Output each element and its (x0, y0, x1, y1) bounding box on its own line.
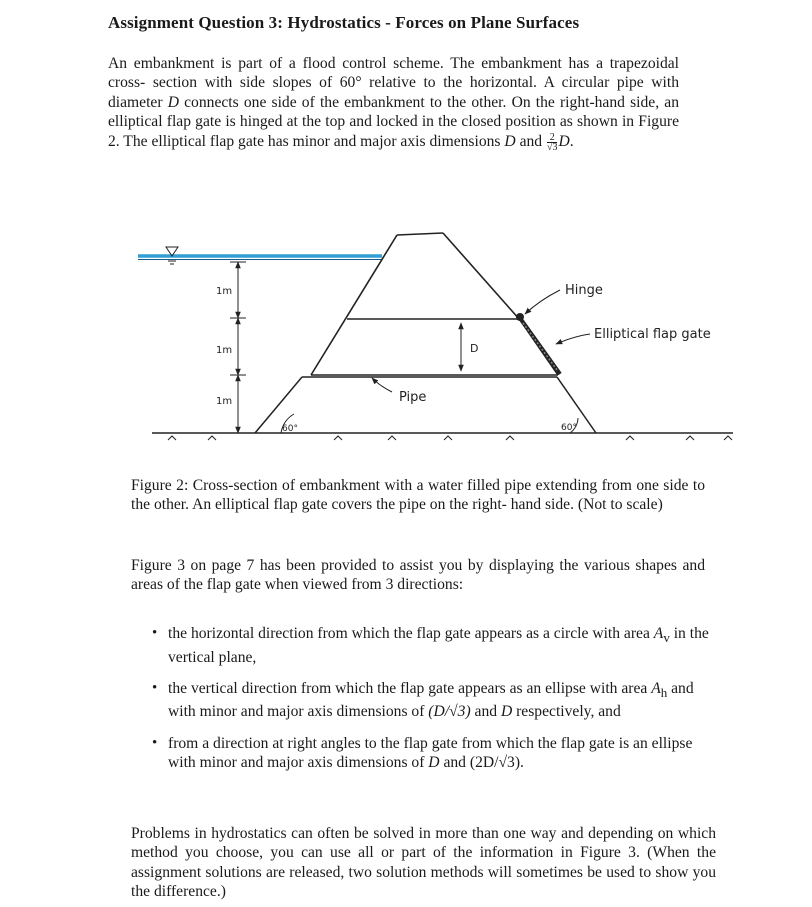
dim-1m-mid: 1m (216, 345, 233, 356)
list-item (150, 734, 710, 773)
expr-2d-root3: (2D/√3) (469, 754, 521, 772)
bullet-text: and (439, 754, 470, 772)
symbol-d: D (500, 703, 513, 721)
intro-d2: D (504, 132, 516, 150)
elliptical-flap-gate (520, 318, 560, 374)
bullet-dot: • (152, 679, 158, 696)
bullet-text: from a direction at right angles to the flap gate from which the flap gate is an ellipse with minor and major axis dimensions of (168, 734, 693, 772)
bullet-text: respectively, and (512, 703, 621, 721)
diameter-label: D (470, 342, 479, 355)
intro-part1: An embankment is part of a flood control scheme. The embankment has a trapezoidal cross- section with side slopes of 60° relative to the horizontal. A circular pipe with diameter (108, 55, 679, 111)
view-directions-list (150, 624, 710, 785)
vertical-dimension (230, 262, 246, 433)
symbol-d: D (428, 754, 440, 772)
hinge-point (516, 313, 524, 321)
hinge-label: Hinge (565, 283, 603, 298)
bullet-text: . (520, 754, 524, 772)
list-item (150, 679, 710, 722)
gate-pointer (556, 334, 590, 344)
symbol-ah-sub: h (660, 685, 668, 701)
intro-d1: D (167, 93, 179, 111)
pipe-outline (311, 319, 558, 375)
symbol-av-sub: v (663, 630, 670, 646)
bullet-dot: • (152, 625, 158, 641)
dim-1m-bot: 1m (216, 396, 233, 407)
embankment-base (255, 377, 596, 433)
bullet-text: the horizontal direction from which the flap gate appears as a circle with area (168, 625, 654, 642)
pipe-label: Pipe (399, 390, 427, 405)
expr-d-root3: (D/√3) (428, 703, 471, 721)
question-heading: Assignment Question 3: Hydrostatics - Forces on Plane Surfaces (108, 13, 580, 32)
intro-d3: D (558, 132, 570, 150)
intro-part2: connects one side of the embankment to the other. On the right-hand side, an elliptical flap gate is hinged at the top and locked in the closed position as shown in Figure 2. The elliptical flap gate has minor and major axis dimensions (108, 93, 679, 150)
hinge-pointer (525, 290, 560, 314)
figure3-intro: Figure 3 on page 7 has been provided to assist you by displaying the various shapes and areas of the flap gate when viewed from 3 directions: (131, 557, 705, 594)
list-item (150, 624, 710, 667)
bullet-text: the vertical direction from which the flap gate appears as an ellipse with area (168, 679, 652, 697)
figure-caption: Figure 2: Cross-section of embankment with a water filled pipe extending from one side to the other. An elliptical flap gate covers the pipe on the right- hand side. (Not to scale) (131, 477, 705, 514)
symbol-av: A (653, 625, 664, 642)
bullet-text: in the vertical plane, (168, 625, 709, 666)
pipe-pointer (372, 378, 392, 392)
bullet-text: and with minor and major axis dimensions of (168, 679, 694, 721)
bullet-text: and (470, 703, 501, 721)
gate-label: Elliptical flap gate (594, 327, 711, 342)
symbol-ah: A (651, 679, 661, 697)
dim-1m-top: 1m (216, 286, 233, 297)
closing-paragraph: Problems in hydrostatics can often be solved in more than one way and depending on which method you choose, you can use all or part of the information in Figure 3. (When the assignment solutions are released, two solution methods will sometimes be used to show you the difference.) (131, 825, 716, 901)
angle-right-label: 60° (561, 423, 577, 433)
intro-and: and (515, 132, 546, 150)
fraction-numerator: 2 (547, 133, 558, 143)
bullet-dot: • (152, 734, 158, 751)
ground-hatching (168, 436, 732, 440)
fraction-denominator: √3 (546, 141, 558, 153)
angle-left-label: 60° (282, 424, 298, 434)
intro-end: . (569, 132, 574, 150)
